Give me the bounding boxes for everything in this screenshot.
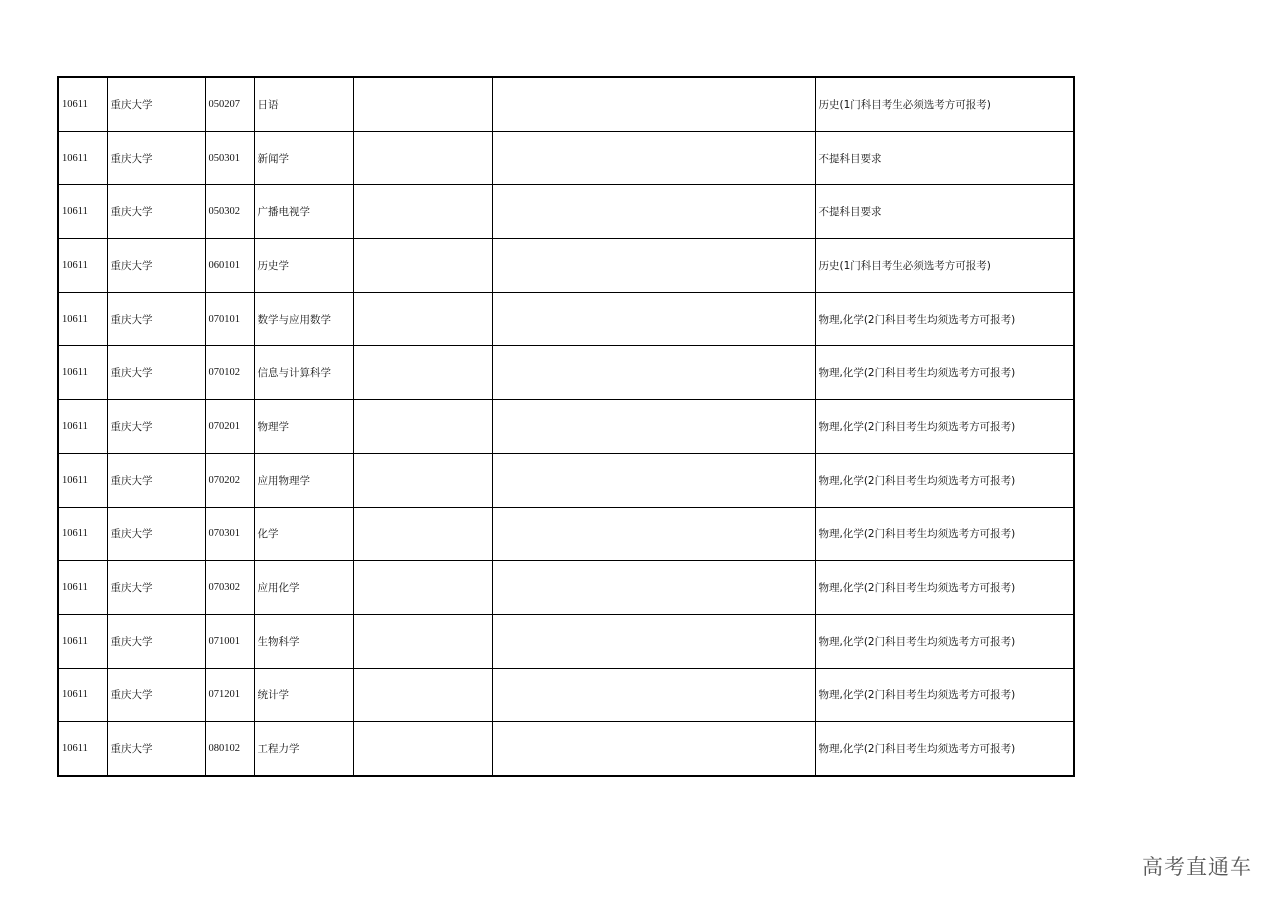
table-row — [58, 77, 1074, 131]
blank-cell-a — [353, 400, 492, 454]
subject-requirements-table — [57, 76, 1075, 777]
school-name-cell: 重庆大学 — [107, 453, 205, 507]
major-name-cell: 物理学 — [254, 400, 353, 454]
school-code-cell: 10611 — [58, 77, 107, 131]
blank-cell-b — [492, 239, 815, 293]
table-row — [58, 668, 1074, 722]
blank-cell-b — [492, 614, 815, 668]
major-name-cell: 生物科学 — [254, 614, 353, 668]
school-name-cell: 重庆大学 — [107, 346, 205, 400]
blank-cell-a — [353, 507, 492, 561]
major-name-cell: 应用化学 — [254, 561, 353, 615]
major-code-cell: 080102 — [205, 722, 254, 776]
school-code-cell: 10611 — [58, 561, 107, 615]
major-code-cell: 070302 — [205, 561, 254, 615]
subject-requirement-cell: 物理,化学(2门科目考生均须选考方可报考) — [815, 292, 1074, 346]
table-row — [58, 131, 1074, 185]
blank-cell-b — [492, 722, 815, 776]
major-code-cell: 050207 — [205, 77, 254, 131]
major-code-cell: 070101 — [205, 292, 254, 346]
table-row — [58, 400, 1074, 454]
blank-cell-b — [492, 453, 815, 507]
school-code-cell: 10611 — [58, 185, 107, 239]
blank-cell-a — [353, 292, 492, 346]
major-name-cell: 信息与计算科学 — [254, 346, 353, 400]
blank-cell-b — [492, 292, 815, 346]
blank-cell-b — [492, 668, 815, 722]
table-row — [58, 561, 1074, 615]
school-code-cell: 10611 — [58, 346, 107, 400]
major-name-cell: 日语 — [254, 77, 353, 131]
blank-cell-a — [353, 131, 492, 185]
blank-cell-a — [353, 453, 492, 507]
school-code-cell: 10611 — [58, 292, 107, 346]
major-name-cell: 广播电视学 — [254, 185, 353, 239]
table-row — [58, 453, 1074, 507]
school-code-cell: 10611 — [58, 507, 107, 561]
major-name-cell: 新闻学 — [254, 131, 353, 185]
blank-cell-b — [492, 346, 815, 400]
major-code-cell: 060101 — [205, 239, 254, 293]
subject-requirement-cell: 物理,化学(2门科目考生均须选考方可报考) — [815, 400, 1074, 454]
school-name-cell: 重庆大学 — [107, 185, 205, 239]
major-name-cell: 统计学 — [254, 668, 353, 722]
blank-cell-a — [353, 239, 492, 293]
school-name-cell: 重庆大学 — [107, 400, 205, 454]
table-row — [58, 507, 1074, 561]
table-row — [58, 292, 1074, 346]
school-name-cell: 重庆大学 — [107, 131, 205, 185]
major-code-cell: 071001 — [205, 614, 254, 668]
major-code-cell: 070201 — [205, 400, 254, 454]
subject-requirement-cell: 不提科目要求 — [815, 185, 1074, 239]
school-name-cell: 重庆大学 — [107, 668, 205, 722]
major-code-cell: 071201 — [205, 668, 254, 722]
subject-requirement-cell: 物理,化学(2门科目考生均须选考方可报考) — [815, 453, 1074, 507]
school-name-cell: 重庆大学 — [107, 77, 205, 131]
blank-cell-a — [353, 346, 492, 400]
school-name-cell: 重庆大学 — [107, 239, 205, 293]
blank-cell-b — [492, 561, 815, 615]
major-code-cell: 070102 — [205, 346, 254, 400]
subject-requirement-cell: 物理,化学(2门科目考生均须选考方可报考) — [815, 507, 1074, 561]
major-name-cell: 数学与应用数学 — [254, 292, 353, 346]
subject-requirement-cell: 不提科目要求 — [815, 131, 1074, 185]
school-code-cell: 10611 — [58, 400, 107, 454]
table-row — [58, 239, 1074, 293]
major-code-cell: 050301 — [205, 131, 254, 185]
school-code-cell: 10611 — [58, 453, 107, 507]
table-row — [58, 722, 1074, 776]
blank-cell-b — [492, 185, 815, 239]
subject-requirement-cell: 物理,化学(2门科目考生均须选考方可报考) — [815, 614, 1074, 668]
table-row — [58, 346, 1074, 400]
school-name-cell: 重庆大学 — [107, 292, 205, 346]
table-body — [58, 77, 1074, 776]
blank-cell-a — [353, 614, 492, 668]
school-name-cell: 重庆大学 — [107, 722, 205, 776]
school-name-cell: 重庆大学 — [107, 561, 205, 615]
school-code-cell: 10611 — [58, 614, 107, 668]
subject-requirement-cell: 物理,化学(2门科目考生均须选考方可报考) — [815, 346, 1074, 400]
blank-cell-b — [492, 400, 815, 454]
blank-cell-a — [353, 668, 492, 722]
blank-cell-a — [353, 185, 492, 239]
blank-cell-a — [353, 561, 492, 615]
school-name-cell: 重庆大学 — [107, 507, 205, 561]
watermark-text: 高考直通车 — [1142, 855, 1252, 879]
subject-requirement-cell: 物理,化学(2门科目考生均须选考方可报考) — [815, 561, 1074, 615]
blank-cell-a — [353, 77, 492, 131]
subject-requirement-cell: 历史(1门科目考生必须选考方可报考) — [815, 239, 1074, 293]
subject-requirement-cell: 历史(1门科目考生必须选考方可报考) — [815, 77, 1074, 131]
blank-cell-b — [492, 77, 815, 131]
school-code-cell: 10611 — [58, 668, 107, 722]
major-name-cell: 历史学 — [254, 239, 353, 293]
major-name-cell: 工程力学 — [254, 722, 353, 776]
major-code-cell: 070202 — [205, 453, 254, 507]
major-name-cell: 化学 — [254, 507, 353, 561]
major-code-cell: 070301 — [205, 507, 254, 561]
school-code-cell: 10611 — [58, 131, 107, 185]
blank-cell-b — [492, 131, 815, 185]
major-code-cell: 050302 — [205, 185, 254, 239]
school-name-cell: 重庆大学 — [107, 614, 205, 668]
table-row — [58, 185, 1074, 239]
blank-cell-a — [353, 722, 492, 776]
table-row — [58, 614, 1074, 668]
subject-requirement-cell: 物理,化学(2门科目考生均须选考方可报考) — [815, 668, 1074, 722]
major-name-cell: 应用物理学 — [254, 453, 353, 507]
subject-requirement-cell: 物理,化学(2门科目考生均须选考方可报考) — [815, 722, 1074, 776]
school-code-cell: 10611 — [58, 239, 107, 293]
school-code-cell: 10611 — [58, 722, 107, 776]
blank-cell-b — [492, 507, 815, 561]
